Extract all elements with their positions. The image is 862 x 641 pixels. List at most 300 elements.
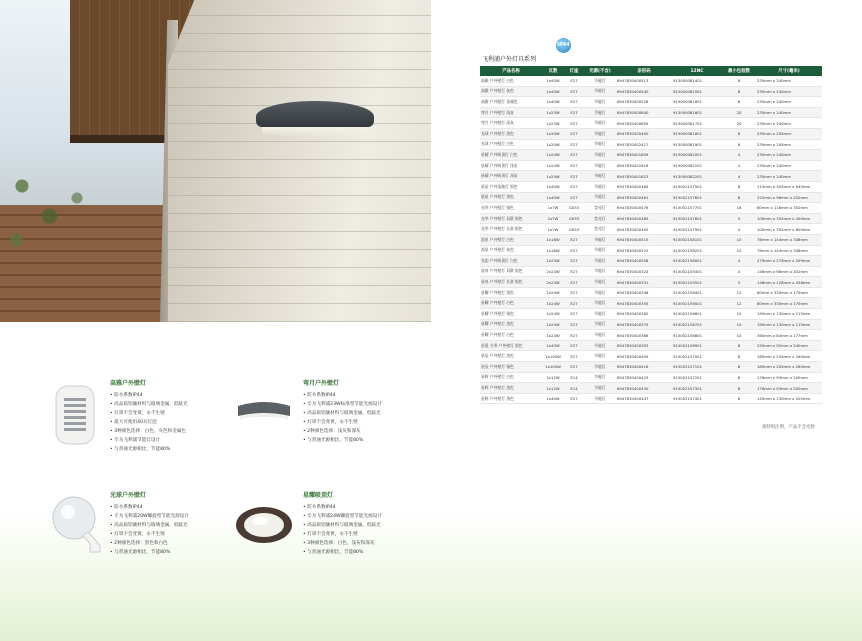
table-cell: 节能灯 bbox=[584, 383, 616, 394]
product-spec: • 2种颜色选择：浅灰和深灰 bbox=[303, 427, 503, 436]
table-row bbox=[480, 256, 822, 267]
table-cell: 6947830400508 bbox=[616, 256, 672, 267]
table-cell: 1x18W bbox=[542, 245, 564, 256]
table-cell: 235mm x 240mm bbox=[756, 97, 822, 108]
table-cell: 1x24W bbox=[542, 160, 564, 171]
product-spec: • 专为飞利浦节能灯设计 bbox=[110, 436, 310, 445]
product-spec: • 专为飞利浦23W标准型节能光源设计 bbox=[303, 400, 503, 409]
table-cell: 6947830400528 bbox=[616, 97, 672, 108]
table-cell: 915002155401 bbox=[672, 266, 722, 277]
table-cell: 节能灯 bbox=[584, 86, 616, 97]
table-cell: E27 bbox=[564, 351, 584, 362]
table-cell: 6947830400393 bbox=[616, 340, 672, 351]
hero-photo bbox=[0, 0, 431, 322]
table-cell: 146mm x 128mm x 438mm bbox=[756, 277, 822, 288]
table-cell: 6947830400362 bbox=[616, 309, 672, 320]
table-cell: E27 bbox=[564, 139, 584, 150]
table-cell: 流星 户外壁灯 白色 bbox=[480, 234, 542, 245]
table-cell: E27 bbox=[564, 150, 584, 161]
table-cell: 915002156601 bbox=[672, 309, 722, 320]
table-cell: 10 bbox=[722, 319, 756, 330]
table-cell: 235mm x 240mm bbox=[756, 118, 822, 129]
table-cell: 80mm x 335mm x 175mm bbox=[756, 298, 822, 309]
table-cell: 6947830400522 bbox=[616, 245, 672, 256]
table-row bbox=[480, 351, 822, 362]
table-cell: 8 bbox=[722, 340, 756, 351]
table-row bbox=[480, 97, 822, 108]
table-cell: 5 bbox=[722, 213, 756, 224]
table-cell: 6947830400331 bbox=[616, 277, 672, 288]
column-header: 光源(不含) bbox=[584, 66, 616, 76]
table-cell: 节能灯 bbox=[584, 266, 616, 277]
table-cell: 1x23W bbox=[542, 256, 564, 267]
table-row bbox=[480, 383, 822, 394]
table-row bbox=[480, 150, 822, 161]
table-cell: 节能灯 bbox=[584, 340, 616, 351]
table-cell: 1x40W bbox=[542, 340, 564, 351]
table-row bbox=[480, 181, 822, 192]
table-cell: 915002157101 bbox=[672, 362, 722, 373]
table-cell: 915000082201 bbox=[672, 171, 722, 182]
table-cell: 915002156701 bbox=[672, 319, 722, 330]
product-spec: • 专为飞利浦20W螺旋型节能光源设计 bbox=[110, 512, 310, 521]
table-cell: E27 bbox=[564, 118, 584, 129]
table-cell: 100mm x 352mm x 800mm bbox=[756, 224, 822, 235]
hero-wall-lamp bbox=[256, 101, 374, 127]
table-cell: E14 bbox=[564, 383, 584, 394]
table-cell: 915002157701 bbox=[672, 203, 722, 214]
table-cell: 节能灯 bbox=[584, 150, 616, 161]
product-title: 光球户外壁灯 bbox=[110, 492, 147, 499]
table-title: 飞利浦户外灯具系列 bbox=[482, 56, 537, 63]
table-cell: E27 bbox=[564, 256, 584, 267]
table-row bbox=[480, 128, 822, 139]
table-cell: 915002158001 bbox=[672, 256, 722, 267]
table-row bbox=[480, 76, 822, 86]
table-cell: 节能灯 bbox=[584, 298, 616, 309]
table-cell: 6947830400464 bbox=[616, 181, 672, 192]
product-image-lamp-4 bbox=[234, 505, 294, 545]
table-cell: 6947830401823 bbox=[616, 171, 672, 182]
table-cell: 1x24W bbox=[542, 287, 564, 298]
table-cell: 星耀 户外吸顶灯 深灰 bbox=[480, 171, 542, 182]
table-cell: 节能灯 bbox=[584, 287, 616, 298]
product-spec: • 灯罩不会变黄，永不生锈 bbox=[303, 418, 503, 427]
table-cell: 915000081601 bbox=[672, 107, 722, 118]
table-cell: 915000081901 bbox=[672, 139, 722, 150]
table-cell: 6947830400355 bbox=[616, 298, 672, 309]
table-cell: 1x24W bbox=[542, 150, 564, 161]
table-cell: 76mm x 144mm x 348mm bbox=[756, 234, 822, 245]
table-cell: 915000081701 bbox=[672, 118, 722, 129]
table-cell: 6 bbox=[722, 128, 756, 139]
table-cell: 弯月 户外壁灯 浅灰 bbox=[480, 107, 542, 118]
table-cell: 1x7W bbox=[542, 203, 564, 214]
table-cell: 星曜 户外壁灯 银色 bbox=[480, 309, 542, 320]
table-cell: 6947830401809 bbox=[616, 150, 672, 161]
table-cell: GX53 bbox=[564, 203, 584, 214]
table-cell: 250mm x 92mm x 240mm bbox=[756, 340, 822, 351]
table-cell: 荧光灯 bbox=[584, 213, 616, 224]
table-cell: 915002157401 bbox=[672, 393, 722, 404]
table-cell: 节能灯 bbox=[584, 107, 616, 118]
column-header: 产品名称 bbox=[480, 66, 542, 76]
table-cell: 节能灯 bbox=[584, 181, 616, 192]
table-cell: 1x40W bbox=[542, 393, 564, 404]
table-cell: 节能灯 bbox=[584, 160, 616, 171]
table-row bbox=[480, 107, 822, 118]
table-cell: 915002158101 bbox=[672, 234, 722, 245]
product-spec: • 2种颜色选择：黑色和白色 bbox=[110, 539, 310, 548]
column-header: 条形码 bbox=[616, 66, 672, 76]
product-spec: • 灯罩不会变黄，永不生锈 bbox=[110, 530, 310, 539]
table-cell: 1x23W bbox=[542, 330, 564, 341]
table-cell: 6947830402417 bbox=[616, 139, 672, 150]
table-cell: 235mm x 240mm bbox=[756, 76, 822, 86]
table-cell: 荧光灯 bbox=[584, 203, 616, 214]
product-image-lamp-1 bbox=[52, 384, 98, 446]
table-row bbox=[480, 362, 822, 373]
column-header: 12NC bbox=[672, 66, 722, 76]
table-cell: 星曜 户外壁灯 黑色 bbox=[480, 319, 542, 330]
table-cell: 光华 户外壁灯 银色 bbox=[480, 203, 542, 214]
table-cell: 8 bbox=[722, 86, 756, 97]
table-cell: 915002157501 bbox=[672, 181, 722, 192]
table-cell: 20 bbox=[722, 118, 756, 129]
table-cell: 1x100W bbox=[542, 351, 564, 362]
table-cell: 星耀 户外吸顶灯 浅灰 bbox=[480, 160, 542, 171]
table-cell: 235mm x 205mm bbox=[756, 128, 822, 139]
table-cell: 节能灯 bbox=[584, 256, 616, 267]
table-cell: 节能灯 bbox=[584, 76, 616, 86]
table-row bbox=[480, 330, 822, 341]
table-cell: 高雅 户外壁灯 灰色 bbox=[480, 86, 542, 97]
column-header: 尺寸(毫米) bbox=[756, 66, 822, 76]
table-cell: 节能灯 bbox=[584, 319, 616, 330]
table-cell: 节能灯 bbox=[584, 128, 616, 139]
table-cell: 10 bbox=[722, 234, 756, 245]
table-cell: 光球 户外壁灯 白色 bbox=[480, 139, 542, 150]
table-cell: 235mm x 240mm bbox=[756, 171, 822, 182]
table-cell: 星耀 户外吸顶灯 白色 bbox=[480, 150, 542, 161]
table-cell: 晨星 户外壁灯 黑色 bbox=[480, 192, 542, 203]
product-image-lamp-3 bbox=[50, 494, 104, 554]
table-cell: E27 bbox=[564, 309, 584, 320]
table-cell: 光韵 户外吸顶灯 白色 bbox=[480, 256, 542, 267]
table-cell: 190mm x 130mm x 115mm bbox=[756, 319, 822, 330]
table-cell: 1x20W bbox=[542, 128, 564, 139]
table-row bbox=[480, 171, 822, 182]
table-cell: E27 bbox=[564, 362, 584, 373]
table-cell: 10 bbox=[722, 330, 756, 341]
table-cell: 8 bbox=[722, 362, 756, 373]
table-cell: 1x40W bbox=[542, 86, 564, 97]
product-spec-table bbox=[480, 66, 822, 404]
table-cell: 星辰 户外落地灯 黑色 bbox=[480, 181, 542, 192]
column-header: 灯座 bbox=[564, 66, 584, 76]
table-cell: 星晨 方形 户外壁灯 银色 bbox=[480, 340, 542, 351]
product-spec: • 防水系数IP44 bbox=[303, 503, 503, 512]
table-cell: 6947830400430 bbox=[616, 383, 672, 394]
product-spec: • 高品质铝镶材料与玻璃金属，低眩光 bbox=[303, 409, 503, 418]
table-cell: 76mm x 144mm x 348mm bbox=[756, 245, 822, 256]
table-cell: E27 bbox=[564, 319, 584, 330]
table-cell: 80mm x 118mm x 352mm bbox=[756, 203, 822, 214]
table-cell: 6 bbox=[722, 393, 756, 404]
table-cell: 16 bbox=[722, 203, 756, 214]
table-cell: 915002158201 bbox=[672, 245, 722, 256]
table-cell: 1x12W bbox=[542, 372, 564, 383]
table-row bbox=[480, 277, 822, 288]
table-cell: 6947830400324 bbox=[616, 266, 672, 277]
table-cell: 235mm x 240mm bbox=[756, 86, 822, 97]
table-row bbox=[480, 372, 822, 383]
product-spec: • 3种颜色选择：白色、灰色和金属色 bbox=[110, 427, 310, 436]
table-cell: 915000081801 bbox=[672, 128, 722, 139]
table-cell: 10 bbox=[722, 309, 756, 320]
table-cell: 6 bbox=[722, 181, 756, 192]
table-cell: 6947830400379 bbox=[616, 319, 672, 330]
table-cell: 1x20W bbox=[542, 139, 564, 150]
table-cell: 6947830400409 bbox=[616, 351, 672, 362]
table-row bbox=[480, 139, 822, 150]
table-cell: 星曜 户外壁灯 黑色 bbox=[480, 287, 542, 298]
table-cell: E27 bbox=[564, 76, 584, 86]
table-cell: 8 bbox=[722, 192, 756, 203]
table-cell: E27 bbox=[564, 277, 584, 288]
table-cell: 6947830400478 bbox=[616, 203, 672, 214]
column-header: 瓦数 bbox=[542, 66, 564, 76]
table-cell: 360mm x 84mm x 177mm bbox=[756, 330, 822, 341]
table-cell: 6947830400513 bbox=[616, 76, 672, 86]
table-cell: 915002157001 bbox=[672, 351, 722, 362]
table-cell: E27 bbox=[564, 393, 584, 404]
table-cell: 节能灯 bbox=[584, 330, 616, 341]
table-cell: 915002157201 bbox=[672, 372, 722, 383]
table-row bbox=[480, 160, 822, 171]
table-cell: 节能灯 bbox=[584, 118, 616, 129]
table-cell: E27 bbox=[564, 86, 584, 97]
table-cell: 4 bbox=[722, 171, 756, 182]
table-cell: 2x23W bbox=[542, 277, 564, 288]
table-cell: 8 bbox=[722, 351, 756, 362]
product-spec: • 防水系数IP44 bbox=[303, 391, 503, 400]
footnote: 备特别注明，产品不含光源 bbox=[762, 425, 815, 430]
table-cell: 915002155501 bbox=[672, 277, 722, 288]
table-cell: 6947830400540 bbox=[616, 86, 672, 97]
table-cell: 146mm x 98mm x 402mm bbox=[756, 266, 822, 277]
table-cell: 星辉 户外壁灯 黑色 bbox=[480, 383, 542, 394]
table-cell: 176mm x 93mm x 200mm bbox=[756, 383, 822, 394]
table-row bbox=[480, 319, 822, 330]
table-cell: 节能灯 bbox=[584, 234, 616, 245]
table-row bbox=[480, 213, 822, 224]
product-spec: • 3种颜色选择：白色、浅灰和深灰 bbox=[303, 539, 503, 548]
table-cell: 节能灯 bbox=[584, 245, 616, 256]
table-cell: 光华 户外壁灯 长款 银色 bbox=[480, 224, 542, 235]
table-row bbox=[480, 86, 822, 97]
table-row bbox=[480, 203, 822, 214]
table-cell: GX53 bbox=[564, 213, 584, 224]
table-cell: 星辰 户外壁灯 黑色 bbox=[480, 351, 542, 362]
table-cell: 185mm x 205mm x 260mm bbox=[756, 351, 822, 362]
hero-lamp-glow bbox=[262, 127, 368, 137]
product-spec: • 与普通光源相比，节能80% bbox=[303, 436, 503, 445]
table-cell: E27 bbox=[564, 340, 584, 351]
table-cell: 8 bbox=[722, 76, 756, 86]
table-cell: 4 bbox=[722, 256, 756, 267]
table-cell: 1x40W bbox=[542, 181, 564, 192]
product-spec: • 灯罩不会变黄，永不生锈 bbox=[303, 530, 503, 539]
table-cell: 20 bbox=[722, 107, 756, 118]
table-cell: 915000082001 bbox=[672, 150, 722, 161]
table-cell: 145mm x 130mm x 205mm bbox=[756, 393, 822, 404]
photo-brick-wall bbox=[168, 0, 431, 322]
table-cell: 节能灯 bbox=[584, 192, 616, 203]
table-cell: 6947830401816 bbox=[616, 160, 672, 171]
table-cell: 6947830400386 bbox=[616, 330, 672, 341]
table-cell: 1x40W bbox=[542, 97, 564, 108]
table-row bbox=[480, 309, 822, 320]
table-cell: 节能灯 bbox=[584, 362, 616, 373]
table-cell: 4 bbox=[722, 266, 756, 277]
table-cell: 12 bbox=[722, 287, 756, 298]
table-cell: 2x7W bbox=[542, 213, 564, 224]
table-cell: 1x40W bbox=[542, 192, 564, 203]
ip44-badge-icon: IP44 bbox=[556, 38, 571, 53]
table-cell: 6947830405400 bbox=[616, 128, 672, 139]
table-cell: 1x24W bbox=[542, 171, 564, 182]
table-cell: 星曜 户外壁灯 白色 bbox=[480, 330, 542, 341]
table-cell: 6947830400640 bbox=[616, 107, 672, 118]
product-title: 高雅户外壁灯 bbox=[110, 380, 147, 387]
table-cell: E27 bbox=[564, 298, 584, 309]
table-cell: 2x23W bbox=[542, 266, 564, 277]
product-spec: • 与普通光源相比，节能80% bbox=[110, 445, 310, 454]
table-cell: 星冉 户外壁灯 双联 银色 bbox=[480, 266, 542, 277]
table-cell: 6947830400423 bbox=[616, 372, 672, 383]
table-cell: E27 bbox=[564, 234, 584, 245]
table-cell: 1x23W bbox=[542, 107, 564, 118]
table-cell: 6947830400461 bbox=[616, 192, 672, 203]
table-cell: 荧光灯 bbox=[584, 224, 616, 235]
table-cell: 915002156801 bbox=[672, 330, 722, 341]
product-spec: • 灯罩不会变黄，永不生锈 bbox=[110, 409, 310, 418]
table-cell: 915000081601 bbox=[672, 97, 722, 108]
table-cell: 节能灯 bbox=[584, 97, 616, 108]
table-cell: 12 bbox=[722, 298, 756, 309]
table-row bbox=[480, 224, 822, 235]
table-cell: 190mm x 130mm x 115mm bbox=[756, 309, 822, 320]
table-cell: 1x24W bbox=[542, 319, 564, 330]
table-cell: 1x12W bbox=[542, 383, 564, 394]
table-cell: 4 bbox=[722, 150, 756, 161]
product-spec: • 专为飞利浦24W螺旋型节能光源设计 bbox=[303, 512, 503, 521]
table-cell: 915002157901 bbox=[672, 224, 722, 235]
table-cell: 流星 户外壁灯 灰色 bbox=[480, 245, 542, 256]
table-cell: 1x7W bbox=[542, 224, 564, 235]
table-cell: 6947830400515 bbox=[616, 234, 672, 245]
table-row bbox=[480, 245, 822, 256]
table-header-row bbox=[480, 66, 822, 76]
product-spec: • 防水系数IP44 bbox=[110, 391, 310, 400]
table-cell: 6 bbox=[722, 372, 756, 383]
table-cell: 节能灯 bbox=[584, 372, 616, 383]
table-cell: 弯月 户外壁灯 深灰 bbox=[480, 118, 542, 129]
table-cell: 星辉 户外壁灯 黑色 bbox=[480, 393, 542, 404]
table-cell: 279mm x 279mm x 209mm bbox=[756, 256, 822, 267]
table-cell: 节能灯 bbox=[584, 393, 616, 404]
table-cell: 185mm x 205mm x 260mm bbox=[756, 362, 822, 373]
table-cell: 915000081401 bbox=[672, 76, 722, 86]
table-cell: 235mm x 240mm bbox=[756, 160, 822, 171]
table-cell: E27 bbox=[564, 192, 584, 203]
table-cell: 节能灯 bbox=[584, 171, 616, 182]
table-cell: 6947830400447 bbox=[616, 393, 672, 404]
table-cell: 6947830400655 bbox=[616, 118, 672, 129]
product-title: 星耀吸顶灯 bbox=[303, 492, 334, 499]
table-cell: E27 bbox=[564, 107, 584, 118]
table-cell: 6947830400348 bbox=[616, 287, 672, 298]
table-cell: 6947830400492 bbox=[616, 224, 672, 235]
table-cell: 6 bbox=[722, 139, 756, 150]
table-row bbox=[480, 192, 822, 203]
table-row bbox=[480, 234, 822, 245]
table-cell: 915000081501 bbox=[672, 86, 722, 97]
table-cell: 6947830400416 bbox=[616, 362, 672, 373]
table-row bbox=[480, 287, 822, 298]
photo-leaves bbox=[0, 150, 110, 270]
table-cell: 节能灯 bbox=[584, 277, 616, 288]
table-cell: 3 bbox=[722, 277, 756, 288]
table-cell: 星曜 户外壁灯 白色 bbox=[480, 298, 542, 309]
product-spec: • 高品质铝镶材料与玻璃金属，低眩光 bbox=[110, 521, 310, 530]
table-cell: 235mm x 205mm bbox=[756, 139, 822, 150]
table-cell: 4 bbox=[722, 160, 756, 171]
table-cell: 235mm x 240mm bbox=[756, 107, 822, 118]
table-cell: E27 bbox=[564, 97, 584, 108]
table-row bbox=[480, 298, 822, 309]
product-info-2 bbox=[303, 378, 503, 445]
table-cell: 1x24W bbox=[542, 298, 564, 309]
column-header: 最小包装数 bbox=[722, 66, 756, 76]
product-spec: • 与普通光源相比，节能80% bbox=[110, 548, 310, 557]
table-cell: 1x40W bbox=[542, 76, 564, 86]
table-cell: E27 bbox=[564, 128, 584, 139]
table-cell: 光华 户外壁灯 双联 银色 bbox=[480, 213, 542, 224]
table-cell: 光球 户外壁灯 黑色 bbox=[480, 128, 542, 139]
table-cell: 星冉 户外壁灯 长款 银色 bbox=[480, 277, 542, 288]
table-cell: 6 bbox=[722, 383, 756, 394]
table-row bbox=[480, 393, 822, 404]
table-cell: 100mm x 352mm x 400mm bbox=[756, 213, 822, 224]
table-cell: 915002157301 bbox=[672, 383, 722, 394]
table-cell: 915002157801 bbox=[672, 213, 722, 224]
table-cell: 915002156401 bbox=[672, 287, 722, 298]
product-spec: • 最大可使用40瓦灯泡 bbox=[110, 418, 310, 427]
table-cell: 星辰 户外壁灯 银色 bbox=[480, 362, 542, 373]
table-cell: 4 bbox=[722, 224, 756, 235]
table-cell: 915002156501 bbox=[672, 298, 722, 309]
table-cell: E27 bbox=[564, 245, 584, 256]
table-cell: 6947830400485 bbox=[616, 213, 672, 224]
table-cell: 高雅 户外壁灯 白色 bbox=[480, 76, 542, 86]
table-cell: E27 bbox=[564, 266, 584, 277]
table-cell: E27 bbox=[564, 287, 584, 298]
table-cell: 235mm x 240mm bbox=[756, 150, 822, 161]
product-image-lamp-2 bbox=[236, 398, 292, 424]
product-spec: • 防水系数IP44 bbox=[110, 503, 310, 512]
